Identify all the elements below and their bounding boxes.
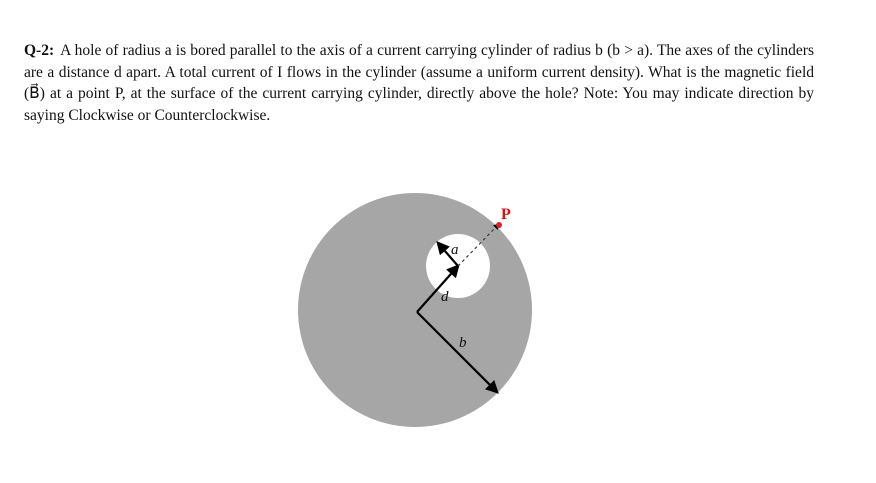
question-label: Q-2:: [24, 42, 55, 59]
label-p: P: [501, 206, 511, 223]
label-d: d: [441, 289, 449, 305]
label-b: b: [459, 335, 467, 351]
question-text: A hole of radius a is bored parallel to the axis of a current carrying cylinder of radius b (b > a). The axes of the cylinders are a distance d apart. A total current of I flows in the cylinder (assume a uniform current density). What is the magnetic field (B⃗) at a point P, at the surface of the current carrying cylinder, directly above the hole? Note: You may indicate direction by saying Clockwise or Counterclockwise.: [24, 42, 814, 124]
label-a: a: [451, 242, 459, 258]
